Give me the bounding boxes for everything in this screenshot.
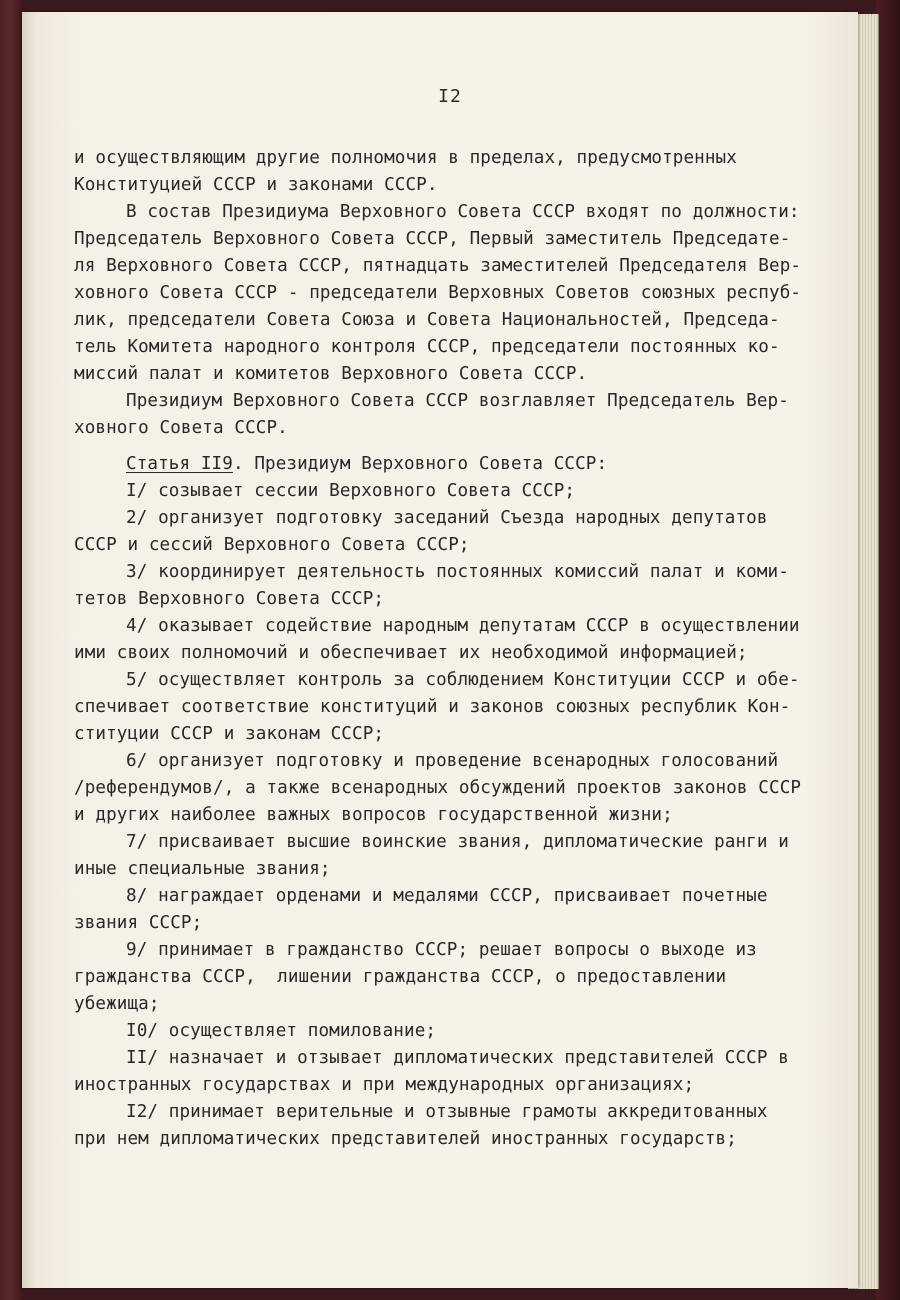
article-label: Статья II9 <box>126 454 233 474</box>
text-line: иные специальные звания; <box>74 859 331 879</box>
text-line: /референдумов/, а также всенародных обсуждений проектов законов СССР <box>74 778 802 798</box>
text-line: 9/ принимает в гражданство СССР; решает вопросы о выходе из <box>126 940 757 960</box>
document-body <box>74 145 834 1153</box>
text-line: 2/ организует подготовку заседаний Съезда народных депутатов <box>126 508 768 528</box>
text-line: при нем дипломатических представителей иностранных государств; <box>74 1129 737 1149</box>
text-line: ими своих полномочий и обеспечивает их необходимой информацией; <box>74 643 748 663</box>
text-line: 3/ координирует деятельность постоянных комиссий палат и коми- <box>126 562 789 582</box>
text-line: I0/ осуществляет помилование; <box>126 1021 437 1041</box>
text-line: СССР и сессий Верховного Совета СССР; <box>74 535 470 555</box>
text-line: и осуществляющим другие полномочия в пределах, предусмотренных <box>74 148 737 168</box>
text-line: 4/ оказывает содействие народным депутатам СССР в осуществлении <box>126 616 800 636</box>
text-line: II/ назначает и отзывает дипломатических представителей СССР в <box>126 1048 789 1068</box>
text-line: 7/ присваивает высшие воинские звания, дипломатические ранги и <box>126 832 789 852</box>
text-line: тетов Верховного Совета СССР; <box>74 589 385 609</box>
text-line: ховного Совета СССР - председатели Верховных Советов союзных респуб- <box>74 283 802 303</box>
text-line: спечивает соответствие конституций и законов союзных республик Кон- <box>74 697 791 717</box>
text-line: тель Комитета народного контроля СССР, председатели постоянных ко- <box>74 337 780 357</box>
text-line: убежища; <box>74 994 160 1014</box>
text-line: миссий палат и комитетов Верховного Совета СССР. <box>74 364 588 384</box>
page-number: I2 <box>438 86 462 107</box>
text-line: ховного Совета СССР. <box>74 418 288 438</box>
paragraph-gap <box>74 442 834 451</box>
text-line: В состав Президиума Верховного Совета СССР входят по должности: <box>126 202 800 222</box>
book-binding-right <box>876 0 900 1300</box>
book-binding-left <box>0 0 24 1300</box>
text-line: I/ созывает сессии Верховного Совета СССР; <box>126 481 576 501</box>
text-line: ституции СССР и законам СССР; <box>74 724 385 744</box>
text-line: ля Верховного Совета СССР, пятнадцать заместителей Председателя Вер- <box>74 256 802 276</box>
text-line: иностранных государствах и при международных организациях; <box>74 1075 695 1095</box>
article-heading <box>74 451 834 478</box>
text-line: 8/ награждает орденами и медалями СССР, присваивает почетные <box>126 886 768 906</box>
text-line: Президиум Верховного Совета СССР возглавляет Председатель Вер- <box>126 391 789 411</box>
text-line: гражданства СССР, лишении гражданства СССР, о предоставлении <box>74 967 727 987</box>
text-line: Председатель Верховного Совета СССР, Первый заместитель Председате- <box>74 229 791 249</box>
article-title: . Президиум Верховного Совета СССР: <box>232 454 608 474</box>
text-line: Конституцией СССР и законами СССР. <box>74 175 438 195</box>
text-line: 6/ организует подготовку и проведение всенародных голосований <box>126 751 779 771</box>
text-line: лик, председатели Совета Союза и Совета Национальностей, Председа- <box>74 310 780 330</box>
text-line: звания СССР; <box>74 913 203 933</box>
text-line: I2/ принимает верительные и отзывные грамоты аккредитованных <box>126 1102 768 1122</box>
text-line: и других наиболее важных вопросов государственной жизни; <box>74 805 673 825</box>
text-line: 5/ осуществляет контроль за соблюдением Конституции СССР и обе- <box>126 670 800 690</box>
